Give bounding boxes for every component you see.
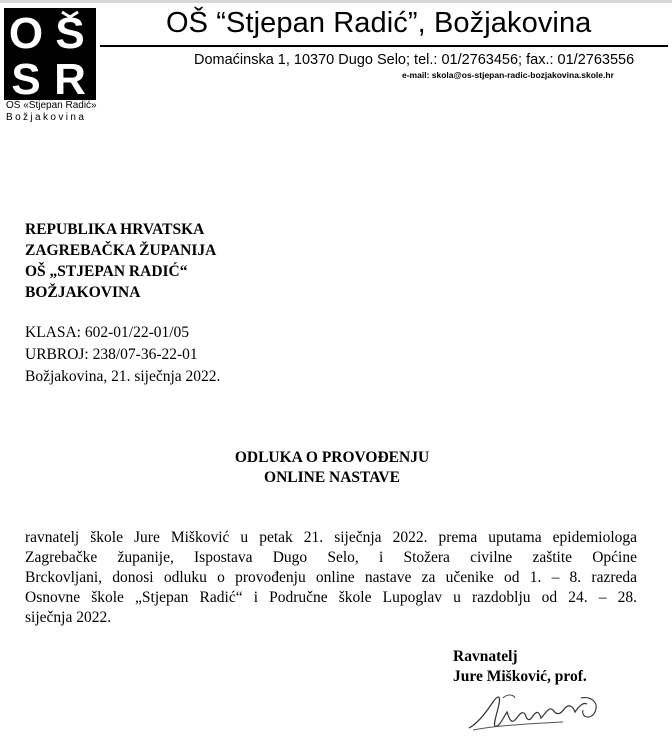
body-line: siječnja 2022. <box>25 609 112 626</box>
body-line: ravnatelj škole Jure Mišković u petak 21. siječnja 2022. prema uputama epidemiologa <box>25 529 637 546</box>
logo-caption <box>6 100 97 124</box>
klasa-number: KLASA: 602-01/22-01/05 <box>25 324 190 341</box>
header-divider <box>100 45 668 47</box>
logo-caption-line2: Božjakovina <box>6 112 87 123</box>
place-date: Božjakovina, 21. siječnja 2022. <box>25 368 221 385</box>
school-address: Domaćinska 1, 10370 Dugo Selo; tel.: 01/2763456; fax.: 01/2763556 <box>194 52 635 68</box>
recipient-block <box>25 219 216 303</box>
svg-text:O: O <box>8 9 44 58</box>
body-line: Zagrebačke županije, Ispostava Dugo Selo, i Stožera civilne zaštite Općine <box>25 549 637 566</box>
recipient-line: ZAGREBAČKA ŽUPANIJA <box>25 242 217 259</box>
body-line: Brckovljani, donosi odluku o provođenju online nastave za učenike od 1. – 8. razreda <box>25 569 637 586</box>
document-meta <box>25 322 220 388</box>
school-logo-icon <box>4 8 96 100</box>
decision-text <box>25 528 637 628</box>
scan-edge <box>0 0 672 3</box>
body-line: Osnovne škole „Stjepan Radić“ i Područne škole Lupoglav u razdoblju od 24. – 28. <box>25 589 637 606</box>
signatory-name: Jure Mišković, prof. <box>453 668 587 685</box>
school-name: OŠ “Stjepan Radić”, Božjakovina <box>166 7 592 39</box>
svg-text:R: R <box>54 55 86 100</box>
title-line: ODLUKA O PROVOĐENJU <box>234 449 430 466</box>
svg-text:S: S <box>55 9 85 58</box>
recipient-line: BOŽJAKOVINA <box>25 284 141 301</box>
signatory-role: Ravnatelj <box>453 648 518 665</box>
school-email: e-mail: skola@os-stjepan-radic-bozjakovina.skole.hr <box>402 70 614 80</box>
urbroj-number: URBROJ: 238/07-36-22-01 <box>25 346 198 363</box>
signature-block <box>453 647 587 687</box>
logo-caption-line1: OŠ «Stjepan Radić» <box>6 100 97 111</box>
document-title <box>0 448 672 488</box>
handwritten-signature-icon <box>463 684 613 736</box>
svg-text:S: S <box>11 55 41 100</box>
title-line: ONLINE NASTAVE <box>264 469 400 486</box>
recipient-line: REPUBLIKA HRVATSKA <box>25 221 205 238</box>
recipient-line: OŠ „STJEPAN RADIĆ“ <box>25 263 188 280</box>
